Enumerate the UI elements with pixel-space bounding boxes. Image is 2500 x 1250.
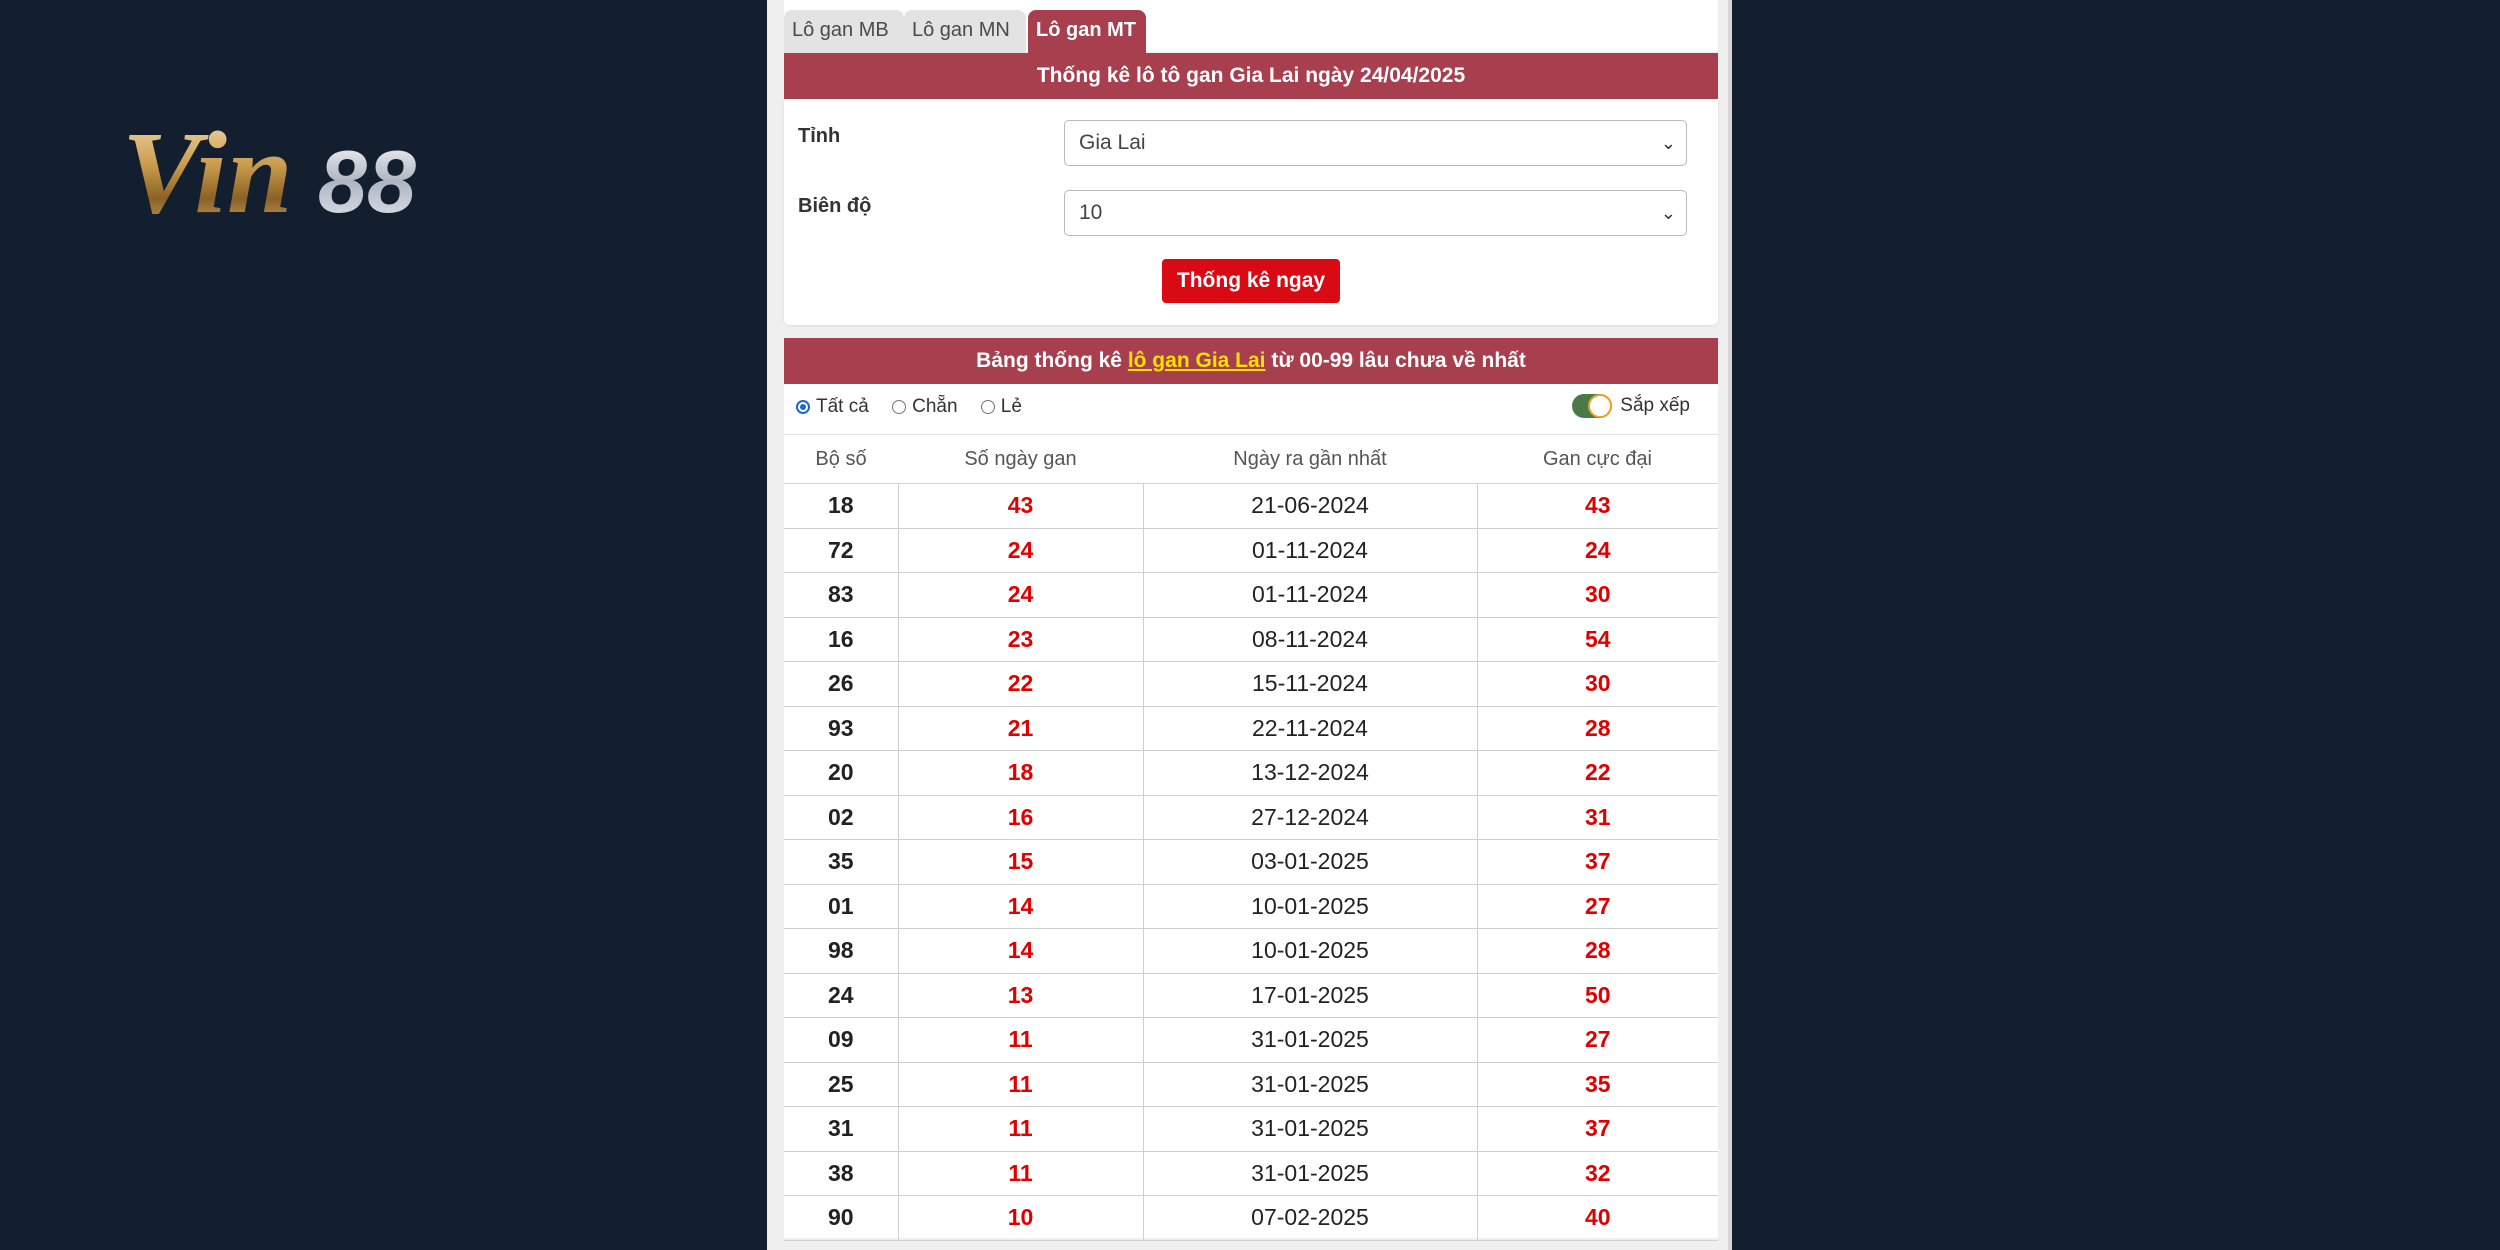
cell-bo-so: 83	[784, 573, 898, 618]
cell-so-ngay-gan: 16	[898, 795, 1143, 840]
cell-ngay-ra: 07-02-2025	[1143, 1196, 1477, 1241]
col-header-so-ngay-gan: Số ngày gan	[898, 435, 1143, 484]
cell-bo-so: 72	[784, 528, 898, 573]
cell-bo-so: 25	[784, 1062, 898, 1107]
logo-letters-88: 88	[318, 132, 416, 231]
col-header-bo-so: Bộ số	[784, 435, 898, 484]
cell-bo-so: 26	[784, 662, 898, 707]
cell-bo-so: 20	[784, 751, 898, 796]
tab-lo-gan-mb[interactable]: Lô gan MB	[784, 10, 904, 54]
filter-radios	[796, 396, 1040, 426]
cell-so-ngay-gan: 24	[898, 528, 1143, 573]
page-title: Thống kê lô tô gan Gia Lai ngày 24/04/2025	[784, 53, 1718, 99]
range-select[interactable]	[1064, 190, 1687, 236]
table-row	[784, 795, 1718, 840]
radio-all-label: Tất cả	[816, 396, 869, 417]
cell-gan-cuc-dai: 31	[1477, 795, 1718, 840]
toggle-switch[interactable]	[1572, 394, 1612, 418]
radio-all-dot[interactable]	[796, 400, 810, 414]
cell-ngay-ra: 08-11-2024	[1143, 617, 1477, 662]
chevron-down-icon: ⌄	[1660, 133, 1676, 153]
chevron-down-icon: ⌄	[1660, 203, 1676, 223]
cell-so-ngay-gan: 24	[898, 573, 1143, 618]
cell-bo-so: 90	[784, 1196, 898, 1241]
cell-so-ngay-gan: 11	[898, 1062, 1143, 1107]
table-header-row	[784, 435, 1718, 484]
cell-ngay-ra: 03-01-2025	[1143, 840, 1477, 885]
tabs-bar	[784, 0, 1718, 52]
cell-gan-cuc-dai: 43	[1477, 484, 1718, 529]
cell-bo-so: 01	[784, 884, 898, 929]
radio-all[interactable]	[796, 396, 869, 418]
table-title-suffix: từ 00-99 lâu chưa về nhất	[1265, 349, 1526, 372]
range-label: Biên độ	[798, 195, 872, 217]
cell-gan-cuc-dai: 28	[1477, 706, 1718, 751]
cell-so-ngay-gan: 18	[898, 751, 1143, 796]
table-row	[784, 706, 1718, 751]
cell-so-ngay-gan: 10	[898, 1196, 1143, 1241]
table-row	[784, 1196, 1718, 1241]
table-row	[784, 1062, 1718, 1107]
radio-odd-dot[interactable]	[981, 400, 995, 414]
cell-so-ngay-gan: 21	[898, 706, 1143, 751]
cell-gan-cuc-dai: 28	[1477, 929, 1718, 974]
cell-bo-so: 31	[784, 1107, 898, 1152]
province-value: Gia Lai	[1079, 131, 1146, 154]
range-value: 10	[1079, 201, 1103, 224]
cell-so-ngay-gan: 11	[898, 1018, 1143, 1063]
radio-even-label: Chẵn	[912, 396, 958, 417]
col-header-ngay-ra: Ngày ra gần nhất	[1143, 435, 1477, 484]
cell-gan-cuc-dai: 37	[1477, 840, 1718, 885]
cell-so-ngay-gan: 11	[898, 1107, 1143, 1152]
cell-ngay-ra: 27-12-2024	[1143, 795, 1477, 840]
tab-lo-gan-mt[interactable]: Lô gan MT	[1028, 10, 1146, 54]
cell-ngay-ra: 01-11-2024	[1143, 573, 1477, 618]
radio-odd-label: Lẻ	[1000, 396, 1022, 417]
cell-gan-cuc-dai: 50	[1477, 973, 1718, 1018]
table-row	[784, 929, 1718, 974]
table-row	[784, 1107, 1718, 1152]
radio-odd[interactable]	[981, 396, 1022, 418]
table-row	[784, 840, 1718, 885]
cell-ngay-ra: 10-01-2025	[1143, 929, 1477, 974]
cell-ngay-ra: 31-01-2025	[1143, 1151, 1477, 1196]
filter-form	[784, 99, 1718, 325]
radio-even-dot[interactable]	[892, 400, 906, 414]
col-header-gan-cuc-dai: Gan cực đại	[1477, 435, 1718, 484]
cell-so-ngay-gan: 11	[898, 1151, 1143, 1196]
cell-gan-cuc-dai: 37	[1477, 1107, 1718, 1152]
table-row	[784, 1151, 1718, 1196]
cell-gan-cuc-dai: 32	[1477, 1151, 1718, 1196]
province-label: Tỉnh	[798, 125, 841, 147]
stats-card	[784, 338, 1718, 1238]
cell-ngay-ra: 17-01-2025	[1143, 973, 1477, 1018]
cell-so-ngay-gan: 23	[898, 617, 1143, 662]
logo-letters-vin: Vin	[122, 108, 293, 238]
cell-gan-cuc-dai: 27	[1477, 884, 1718, 929]
cell-bo-so: 24	[784, 973, 898, 1018]
cell-so-ngay-gan: 15	[898, 840, 1143, 885]
sort-toggle[interactable]	[1572, 394, 1690, 418]
province-select[interactable]	[1064, 120, 1687, 166]
cell-so-ngay-gan: 22	[898, 662, 1143, 707]
table-row	[784, 573, 1718, 618]
table-row	[784, 973, 1718, 1018]
cell-ngay-ra: 10-01-2025	[1143, 884, 1477, 929]
cell-gan-cuc-dai: 27	[1477, 1018, 1718, 1063]
cell-bo-so: 09	[784, 1018, 898, 1063]
tab-lo-gan-mn[interactable]: Lô gan MN	[904, 10, 1026, 54]
cell-bo-so: 16	[784, 617, 898, 662]
table-row	[784, 617, 1718, 662]
cell-gan-cuc-dai: 40	[1477, 1196, 1718, 1241]
cell-so-ngay-gan: 14	[898, 929, 1143, 974]
cell-bo-so: 18	[784, 484, 898, 529]
panel-scroll-edge	[1728, 0, 1732, 1250]
cell-so-ngay-gan: 14	[898, 884, 1143, 929]
cell-gan-cuc-dai: 35	[1477, 1062, 1718, 1107]
table-row	[784, 884, 1718, 929]
cell-gan-cuc-dai: 30	[1477, 573, 1718, 618]
cell-so-ngay-gan: 13	[898, 973, 1143, 1018]
cell-ngay-ra: 31-01-2025	[1143, 1107, 1477, 1152]
table-title-link[interactable]: lô gan Gia Lai	[1127, 349, 1266, 372]
cell-bo-so: 02	[784, 795, 898, 840]
table-row	[784, 1018, 1718, 1063]
submit-button[interactable]: Thống kê ngay	[1162, 259, 1340, 303]
table-title	[784, 338, 1718, 384]
toggle-knob	[1588, 394, 1612, 418]
cell-ngay-ra: 22-11-2024	[1143, 706, 1477, 751]
cell-gan-cuc-dai: 54	[1477, 617, 1718, 662]
cell-ngay-ra: 31-01-2025	[1143, 1062, 1477, 1107]
cell-so-ngay-gan: 43	[898, 484, 1143, 529]
cell-gan-cuc-dai: 30	[1477, 662, 1718, 707]
table-title-prefix: Bảng thống kê	[976, 349, 1128, 372]
table-row	[784, 484, 1718, 529]
cell-bo-so: 93	[784, 706, 898, 751]
table-row	[784, 528, 1718, 573]
cell-bo-so: 98	[784, 929, 898, 974]
cell-ngay-ra: 15-11-2024	[1143, 662, 1477, 707]
vin88-logo	[122, 108, 482, 238]
cell-gan-cuc-dai: 24	[1477, 528, 1718, 573]
cell-ngay-ra: 13-12-2024	[1143, 751, 1477, 796]
cell-ngay-ra: 01-11-2024	[1143, 528, 1477, 573]
cell-bo-so: 35	[784, 840, 898, 885]
sort-label: Sắp xếp	[1620, 395, 1690, 416]
cell-ngay-ra: 21-06-2024	[1143, 484, 1477, 529]
table-row	[784, 751, 1718, 796]
cell-gan-cuc-dai: 22	[1477, 751, 1718, 796]
stats-table	[784, 434, 1718, 1241]
radio-even[interactable]	[892, 396, 957, 418]
cell-bo-so: 38	[784, 1151, 898, 1196]
cell-ngay-ra: 31-01-2025	[1143, 1018, 1477, 1063]
table-row	[784, 662, 1718, 707]
